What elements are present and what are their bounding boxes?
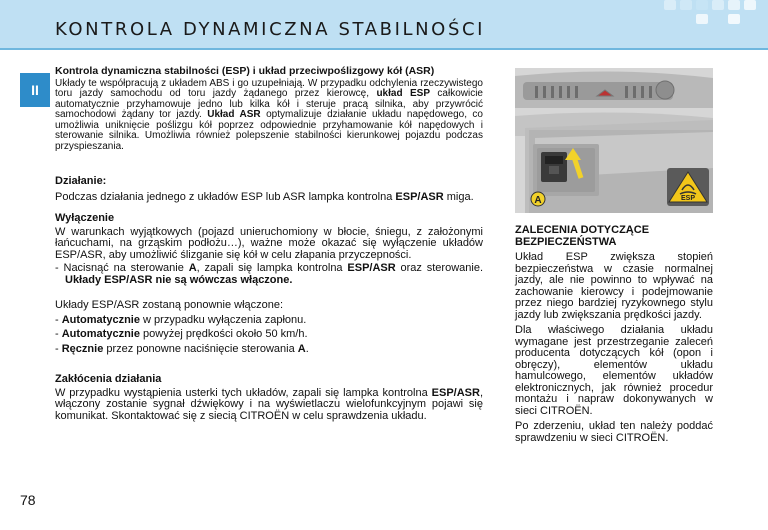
header-divider (0, 48, 768, 50)
wlaczenie-section (55, 300, 483, 355)
safety-paragraph-2: Dla właściwego działania układu wymagane jest przestrzeganie zaleceń producenta dotyczących kół (opon i obręczy), elementów układu hamulcowego, elementów układów elektronicznych, jak również procedur montażu i napraw dokonywanych w sieci CITROËN. (515, 324, 713, 417)
header-decor-square (696, 14, 708, 24)
wylaczenie-step: - Nacisnąć na sterowanie A, zapali się lampka kontrolna ESP/ASR oraz sterowanie. Układy ESP/ASR nie są wówczas włączone. (55, 262, 484, 286)
intro-text: Układy te współpracują z układem ABS i go uzupełniają. W przypadku odchylenia rzeczywistego toru jazdy samochodu od toru jazdy żądanego przez kierowcę, układ ESP całkowicie automatycznie przyhamowuje jedno lub kilka kół i steruje pracą silnika, aby przywrócić samochodowi żądany tor jazdy. Układ ASR optymalizuje działanie układu napędowego, co umożliwia uniknięcie poślizgu kół poprzez odpowiednie przyhamowanie kół napędowych i sterowanie silnika. Umożliwia również polepszenie stabilności kierunkowej pojazdu podczas przyspieszania. (55, 77, 483, 152)
header-decor-square (728, 14, 740, 24)
chapter-tab: II (20, 73, 50, 107)
page-number: 78 (20, 492, 36, 508)
header-decor-square (712, 0, 724, 10)
header-decor-square (696, 0, 708, 10)
wylaczenie-heading: Wyłączenie (55, 212, 115, 224)
zaklocenia-section (55, 374, 483, 422)
list-item: - Automatycznie w przypadku wyłączenia zapłonu. (55, 313, 307, 326)
esp-switch-photo (515, 68, 713, 213)
intro-heading: Kontrola dynamiczna stabilności (ESP) i układ przeciwpoślizgowy kół (ASR) (55, 65, 435, 77)
list-item: - Automatycznie powyżej prędkości około 50 km/h. (55, 328, 308, 340)
dzialanie-section (55, 176, 483, 203)
dzialanie-text: Podczas działania jednego z układów ESP lub ASR lampka kontrolna ESP/ASR miga. (55, 190, 474, 203)
esp-warning-icon: ESP (680, 195, 696, 202)
list-item: - Ręcznie przez ponowne naciśnięcie sterowania A. (55, 342, 309, 355)
dzialanie-heading: Działanie: (55, 175, 107, 187)
wlaczenie-intro: Układy ESP/ASR zostaną ponownie włączone: (55, 299, 284, 311)
dashboard-illustration (515, 68, 713, 213)
wylaczenie-section (55, 213, 483, 286)
main-column (55, 66, 483, 422)
header-decor-square (680, 0, 692, 10)
header-decor-square (728, 0, 740, 10)
zaklocenia-heading: Zakłócenia działania (55, 373, 162, 385)
safety-heading-line2: BEZPIECZEŃSTWA (515, 235, 617, 248)
intro-section (55, 66, 483, 152)
page-header (0, 0, 768, 48)
callout-a: A (534, 195, 542, 206)
safety-column (515, 225, 713, 444)
header-decor-square (664, 0, 676, 10)
zaklocenia-text: W przypadku wystąpienia usterki tych układów, zapali się lampka kontrolna ESP/ASR, włączony zostanie sygnał dźwiękowy i na wyświetlaczu wielofunkcyjnym pojawi się komunikat. Skontaktować się z siecią CITROËN w celu sprawdzenia układu. (55, 386, 483, 422)
safety-heading-line1: ZALECENIA DOTYCZĄCE (515, 224, 650, 236)
wylaczenie-text: W warunkach wyjątkowych (pojazd unieruchomiony w błocie, śniegu, z założonymi łańcuchami, na grząskim podłożu…), ważne może okazać się wyłączenie układów ESP/ASR, aby umożliwić ślizganie się kół w celu złapania przyczepności. (55, 225, 483, 261)
wlaczenie-list (55, 315, 483, 356)
page-title: KONTROLA DYNAMICZNA STABILNOŚCI (55, 19, 486, 40)
header-decor-square (744, 0, 756, 10)
safety-paragraph-1: Układ ESP zwiększa stopień bezpieczeństwa w czasie normalnej jazdy, ale nie powinno to wpływać na zachowanie kierowcy i podejmowanie przez niego bardziej ryzykownego stylu jazdy lub zwiększania prędkości jazdy. (515, 251, 713, 321)
safety-paragraph-3: Po zderzeniu, układ ten należy poddać sprawdzeniu w sieci CITROËN. (515, 420, 713, 444)
